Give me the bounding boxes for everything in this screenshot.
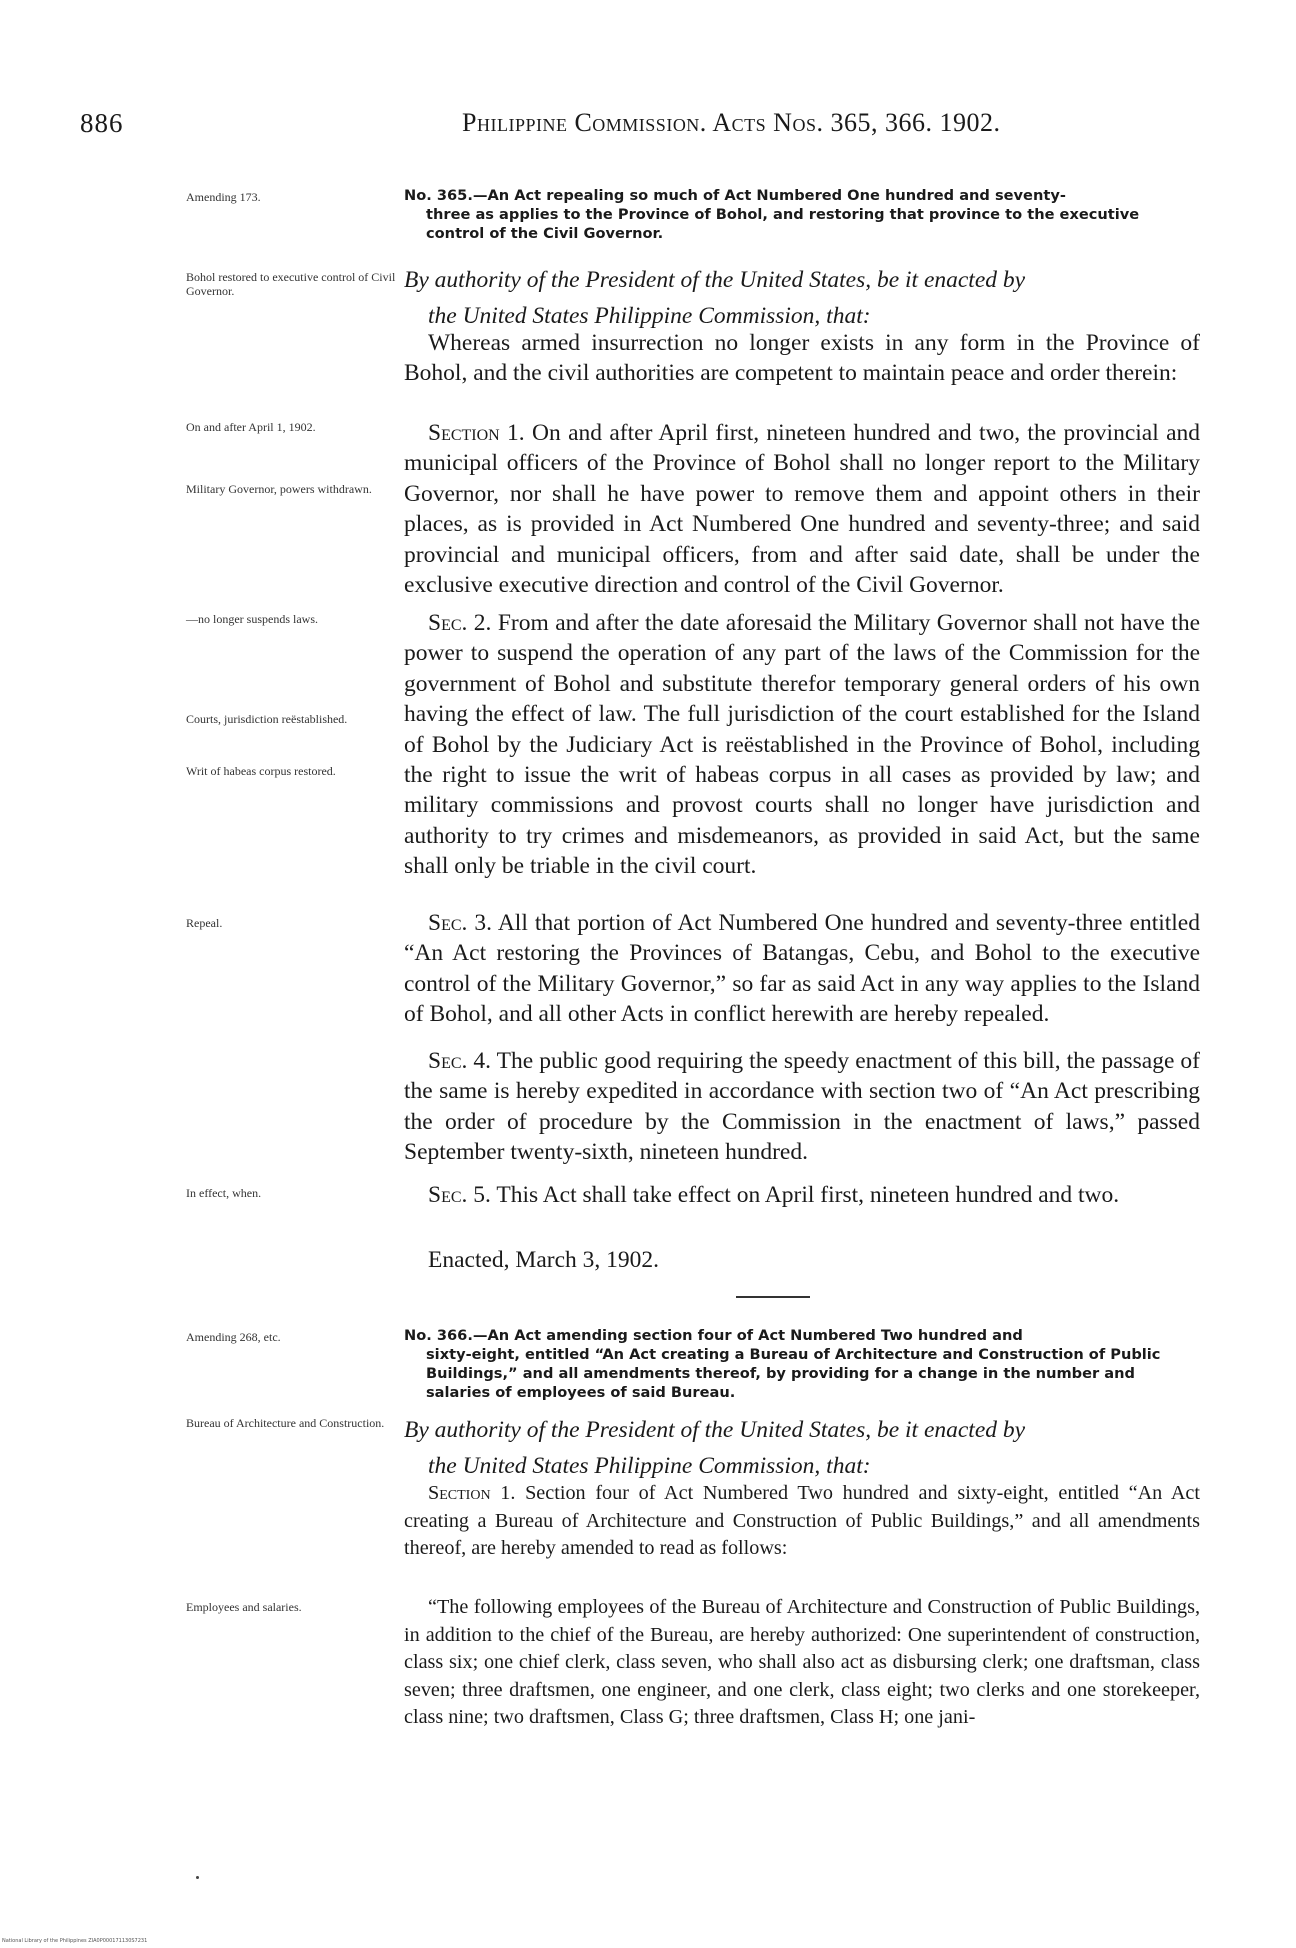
margin-note-in-effect: In effect, when. [186, 1186, 262, 1200]
act-366-heading-first-line: No. 366.—An Act amending section four of Act Numbered Two hundred and [404, 1327, 1023, 1344]
running-head: Philippine Commission. Acts Nos. 365, 366. 1902. [462, 108, 1001, 137]
section-label: Sec. 2. [428, 610, 492, 636]
enacting-clause-line-1: By authority of the President of the United States, be it enacted by [404, 1417, 1026, 1443]
act-366-quoted-section: “The following employees of the Bureau of Architecture and Construction of Public Buildings, in addition to the chief of the Bureau, are hereby authorized: One superintendent of construction, class six; one chief clerk, class seven, who shall also act as disbursing clerk; one draftsman, class seven; three draftsmen, one engineer, and one clerk, class eight; two clerks and one storekeeper, class nine; two draftsmen, Class G; three draftsmen, Class H; one jani- [404, 1596, 1200, 1729]
act-365-whereas: Whereas armed insurrection no longer exists in any form in the Province of Bohol, and the civil authorities are competent to maintain peace and order therein: [404, 330, 1200, 387]
enacting-clause-line-2: the United States Philippine Commission, that: [428, 1453, 871, 1479]
section-label: Sec. 4. [428, 1048, 492, 1074]
scan-speck [196, 1876, 199, 1879]
section-text: This Act shall take effect on April first, nineteen hundred and two. [496, 1182, 1120, 1208]
section-label: Sec. 3. [428, 910, 493, 936]
section-divider-rule [736, 1296, 810, 1298]
enacting-clause-line-1: By authority of the President of the United States, be it enacted by [404, 267, 1026, 293]
margin-note-bureau-architecture: Bureau of Architecture and Construction. [186, 1416, 385, 1430]
section-text: On and after April first, nineteen hundred and two, the provincial and municipal officers of the Province of Bohol shall no longer report to the Military Governor, nor shall he have power to remove them and appoint others in their places, as is provided in Act Numbered One hundred and seventy-three; and said provincial and municipal officers, from and after said date, shall be under the exclusive executive direction and control of the Civil Governor. [404, 420, 1200, 599]
margin-note-amending-268: Amending 268, etc. [186, 1330, 281, 1344]
section-text: Section four of Act Numbered Two hundred and sixty-eight, entitled “An Act creating a Bureau of Architecture and Construction of Public Buildings,” and all amendments thereof, are hereby amended to read as follows: [404, 1482, 1200, 1560]
act-365-enacted-date: Enacted, March 3, 1902. [428, 1247, 660, 1273]
margin-note-employees-salaries: Employees and salaries. [186, 1600, 302, 1614]
section-text: From and after the date aforesaid the Military Governor shall not have the power to suspend the operation of any part of the laws of the Commission for the government of Bohol and substitute therefor temporary general orders of his own having the effect of law. The full jurisdiction of the court established for the Island of Bohol by the Judiciary Act is reëstablished in the Province of Bohol, including the right to issue the writ of habeas corpus in all cases as provided by law; and military commissions and provost courts shall no longer have jurisdiction and authority to try crimes and misdemeanors, as provided in said Act, but the same shall only be triable in the civil court. [404, 610, 1200, 880]
section-label: Section 1. [428, 1482, 516, 1504]
library-footer-tag: National Library of the Philippines ZIA0P000171130S7231 [2, 1938, 148, 1944]
page-number: 886 [80, 108, 124, 138]
act-365-section-4 [404, 1046, 1200, 1168]
enacting-clause-line-2: the United States Philippine Commission, that: [428, 303, 871, 329]
margin-note-courts-jurisdiction: Courts, jurisdiction reëstablished. [186, 712, 348, 726]
section-label: Section 1. [428, 420, 525, 446]
margin-note-habeas-corpus: Writ of habeas corpus restored. [186, 764, 336, 778]
act-365-heading [404, 186, 1200, 243]
margin-note-bohol-restored: Bohol restored to executive control of Civil Governor. [186, 270, 396, 298]
margin-note-april-1: On and after April 1, 1902. [186, 420, 316, 434]
margin-note-repeal: Repeal. [186, 916, 223, 930]
margin-note-amending-173: Amending 173. [186, 190, 261, 204]
margin-note-suspends-laws: —no longer suspends laws. [186, 612, 318, 626]
act-365-section-2 [404, 608, 1200, 882]
section-label: Sec. 5. [428, 1182, 491, 1208]
act-366-heading-continuation: sixty-eight, entitled “An Act creating a Bureau of Architecture and Construction of Public Buildings,” and all amendments thereof, by providing for a change in the number and salaries of employees of said Bureau. [426, 1346, 1161, 1401]
act-365-heading-continuation: three as applies to the Province of Bohol, and restoring that province to the executive control of the Civil Governor. [426, 206, 1140, 242]
act-366-enacting-clause [404, 1412, 1200, 1484]
act-365-heading-first-line: No. 365.—An Act repealing so much of Act Numbered One hundred and seventy- [404, 187, 1066, 204]
section-text: The public good requiring the speedy enactment of this bill, the passage of the same is hereby expedited in accordance with section two of “An Act prescribing the order of procedure by the Commission in the enactment of laws,” passed September twenty-sixth, nineteen hundred. [404, 1048, 1201, 1166]
act-365-section-5 [404, 1180, 1200, 1210]
act-365-section-3 [404, 908, 1200, 1030]
act-366-heading [404, 1326, 1200, 1402]
act-365-enacting-clause [404, 262, 1200, 334]
section-text: All that portion of Act Numbered One hundred and seventy-three entitled “An Act restoring the Provinces of Batangas, Cebu, and Bohol to the executive control of the Military Governor,” so far as said Act in any way applies to the Island of Bohol, and all other Acts in conflict herewith are hereby repealed. [404, 910, 1200, 1028]
act-366-section-1 [404, 1480, 1200, 1563]
margin-note-military-governor: Military Governor, powers withdrawn. [186, 482, 372, 496]
act-365-section-1 [404, 418, 1200, 600]
